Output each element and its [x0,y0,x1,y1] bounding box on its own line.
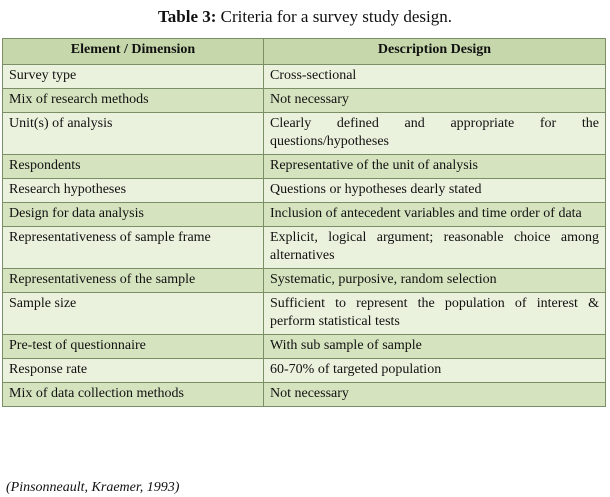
table-row [3,383,606,407]
cell-description: 60-70% of targeted population [264,359,606,383]
cell-description: Questions or hypotheses dearly stated [264,179,606,203]
table-row [3,227,606,269]
table-row [3,113,606,155]
cell-description: Cross-sectional [264,65,606,89]
table-row [3,269,606,293]
cell-description: Representative of the unit of analysis [264,155,606,179]
table-row [3,155,606,179]
table-caption [0,7,610,27]
criteria-table-container [2,38,605,407]
cell-description: Not necessary [264,89,606,113]
cell-element: Survey type [3,65,264,89]
caption-label: Table 3: [157,7,217,26]
cell-description: With sub sample of sample [264,335,606,359]
cell-element: Representativeness of sample frame [3,227,264,269]
table-row [3,203,606,227]
caption-text: Criteria for a survey study design. [220,7,452,26]
cell-element: Mix of research methods [3,89,264,113]
cell-element: Mix of data collection methods [3,383,264,407]
criteria-table [2,38,606,407]
cell-element: Pre-test of questionnaire [3,335,264,359]
table-header-row [3,39,606,65]
cell-element: Respondents [3,155,264,179]
cell-description: Clearly defined and appropriate for the questions/hypotheses [264,113,606,155]
table-row [3,359,606,383]
source-citation: (Pinsonneault, Kraemer, 1993) [6,480,180,495]
cell-element: Sample size [3,293,264,335]
header-element-dimension: Element / Dimension [3,39,264,65]
table-row [3,179,606,203]
cell-element: Response rate [3,359,264,383]
cell-description: Explicit, logical argument; reasonable choice among alternatives [264,227,606,269]
cell-element: Design for data analysis [3,203,264,227]
table-row [3,293,606,335]
table-row [3,89,606,113]
table-row [3,65,606,89]
cell-description: Not necessary [264,383,606,407]
cell-description: Sufficient to represent the population of interest & perform statistical tests [264,293,606,335]
cell-description: Inclusion of antecedent variables and time order of data [264,203,606,227]
header-description-design: Description Design [264,39,606,65]
cell-element: Unit(s) of analysis [3,113,264,155]
table-row [3,335,606,359]
cell-element: Research hypotheses [3,179,264,203]
cell-description: Systematic, purposive, random selection [264,269,606,293]
cell-element: Representativeness of the sample [3,269,264,293]
